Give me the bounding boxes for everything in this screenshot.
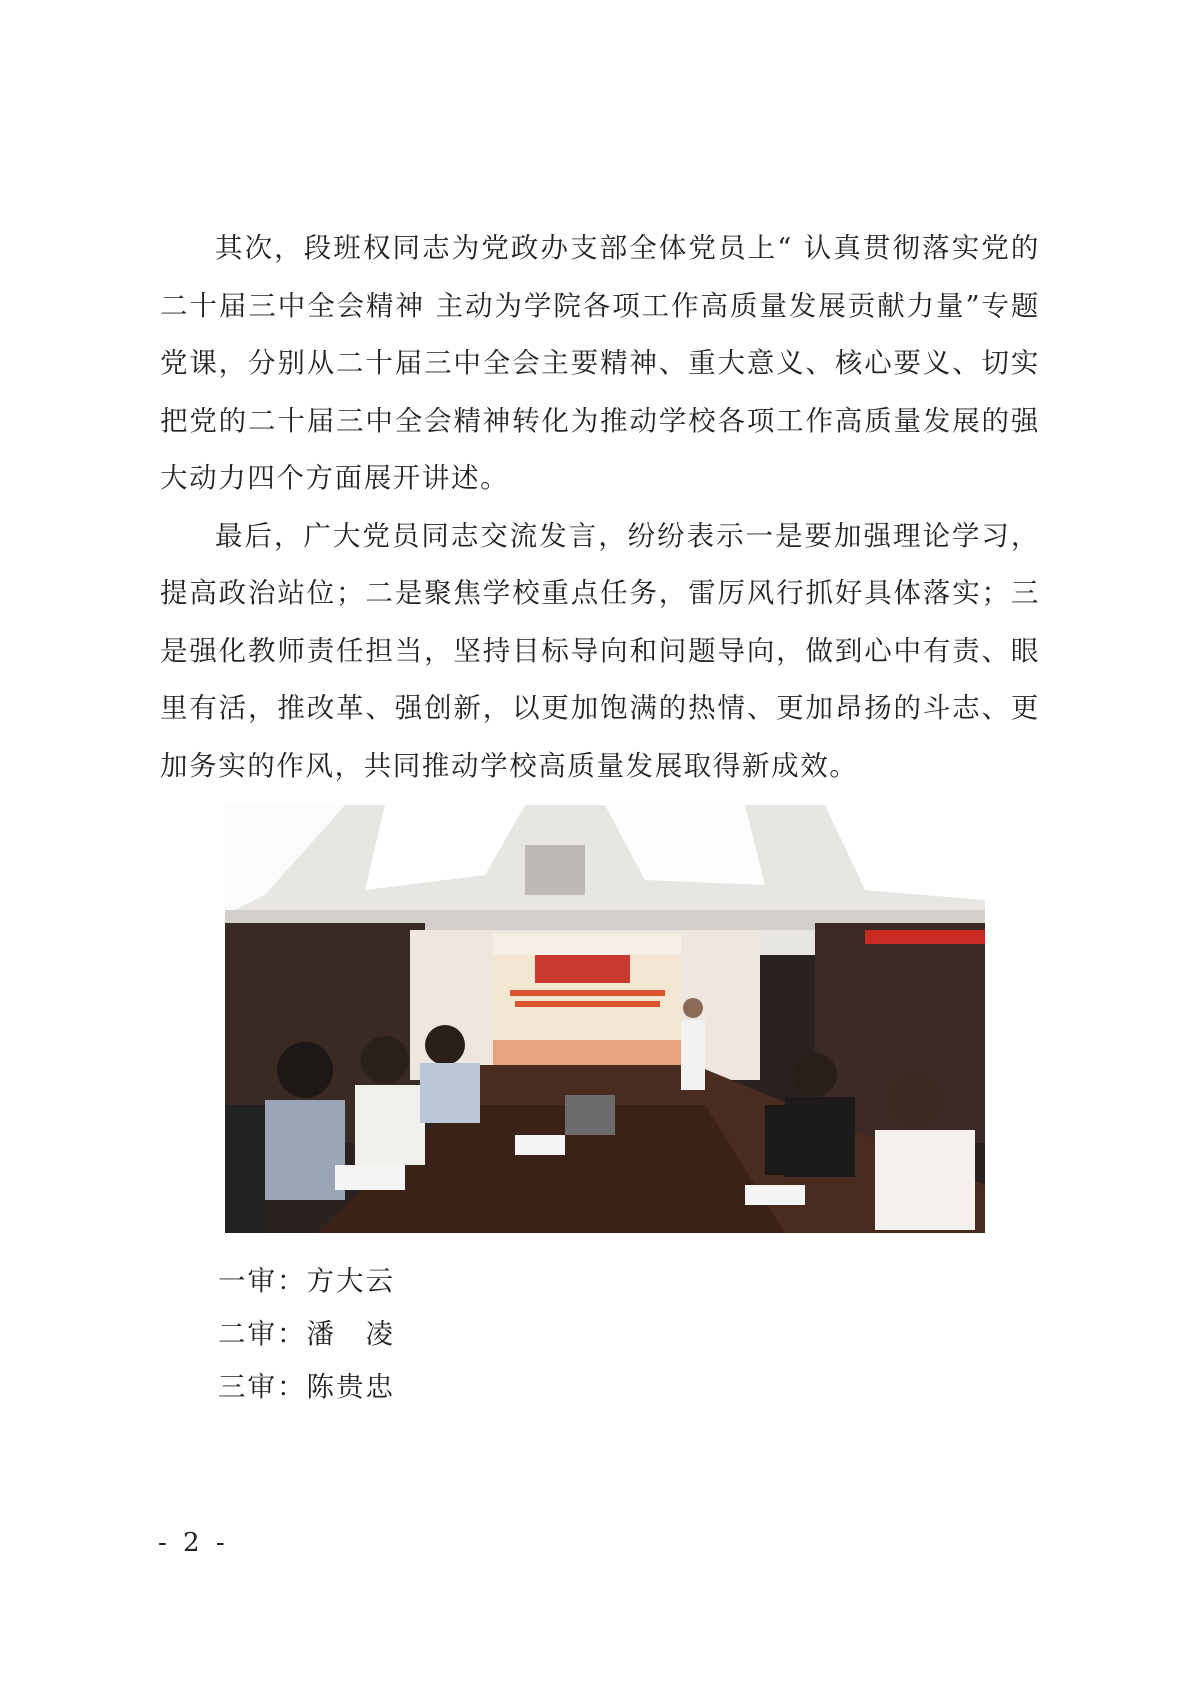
third-review: 三审：陈贵忠 xyxy=(218,1371,395,1403)
first-review: 一审：方大云 xyxy=(218,1265,395,1297)
meeting-photo xyxy=(225,805,985,1233)
review-signatures xyxy=(218,1255,395,1414)
paragraph-second: 其次，段班权同志为党政办支部全体党员上“ 认真贯彻落实党的二十届三中全会精神 主动为学院各项工作高质量发展贡献力量”专题党课，分别从二十届三中全会主要精神、重大意义、核心要义、切实把党的二十届三中全会精神转化为推动学校各项工作高质量发展的强大动力四个方面展开讲述。 xyxy=(160,232,1040,494)
paragraph-last: 最后，广大党员同志交流发言，纷纷表示一是要加强理论学习，提高政治站位；二是聚焦学校重点任务，雷厉风行抓好具体落实；三是强化教师责任担当，坚持目标导向和问题导向，做到心中有责、眼里有活，推改革、强创新，以更加饱满的热情、更加昂扬的斗志、更加务实的作风，共同推动学校高质量发展取得新成效。 xyxy=(160,519,1040,782)
second-review: 二审：潘 凌 xyxy=(218,1318,395,1350)
body-text xyxy=(160,220,1040,795)
page-number: - 2 - xyxy=(158,1528,229,1558)
